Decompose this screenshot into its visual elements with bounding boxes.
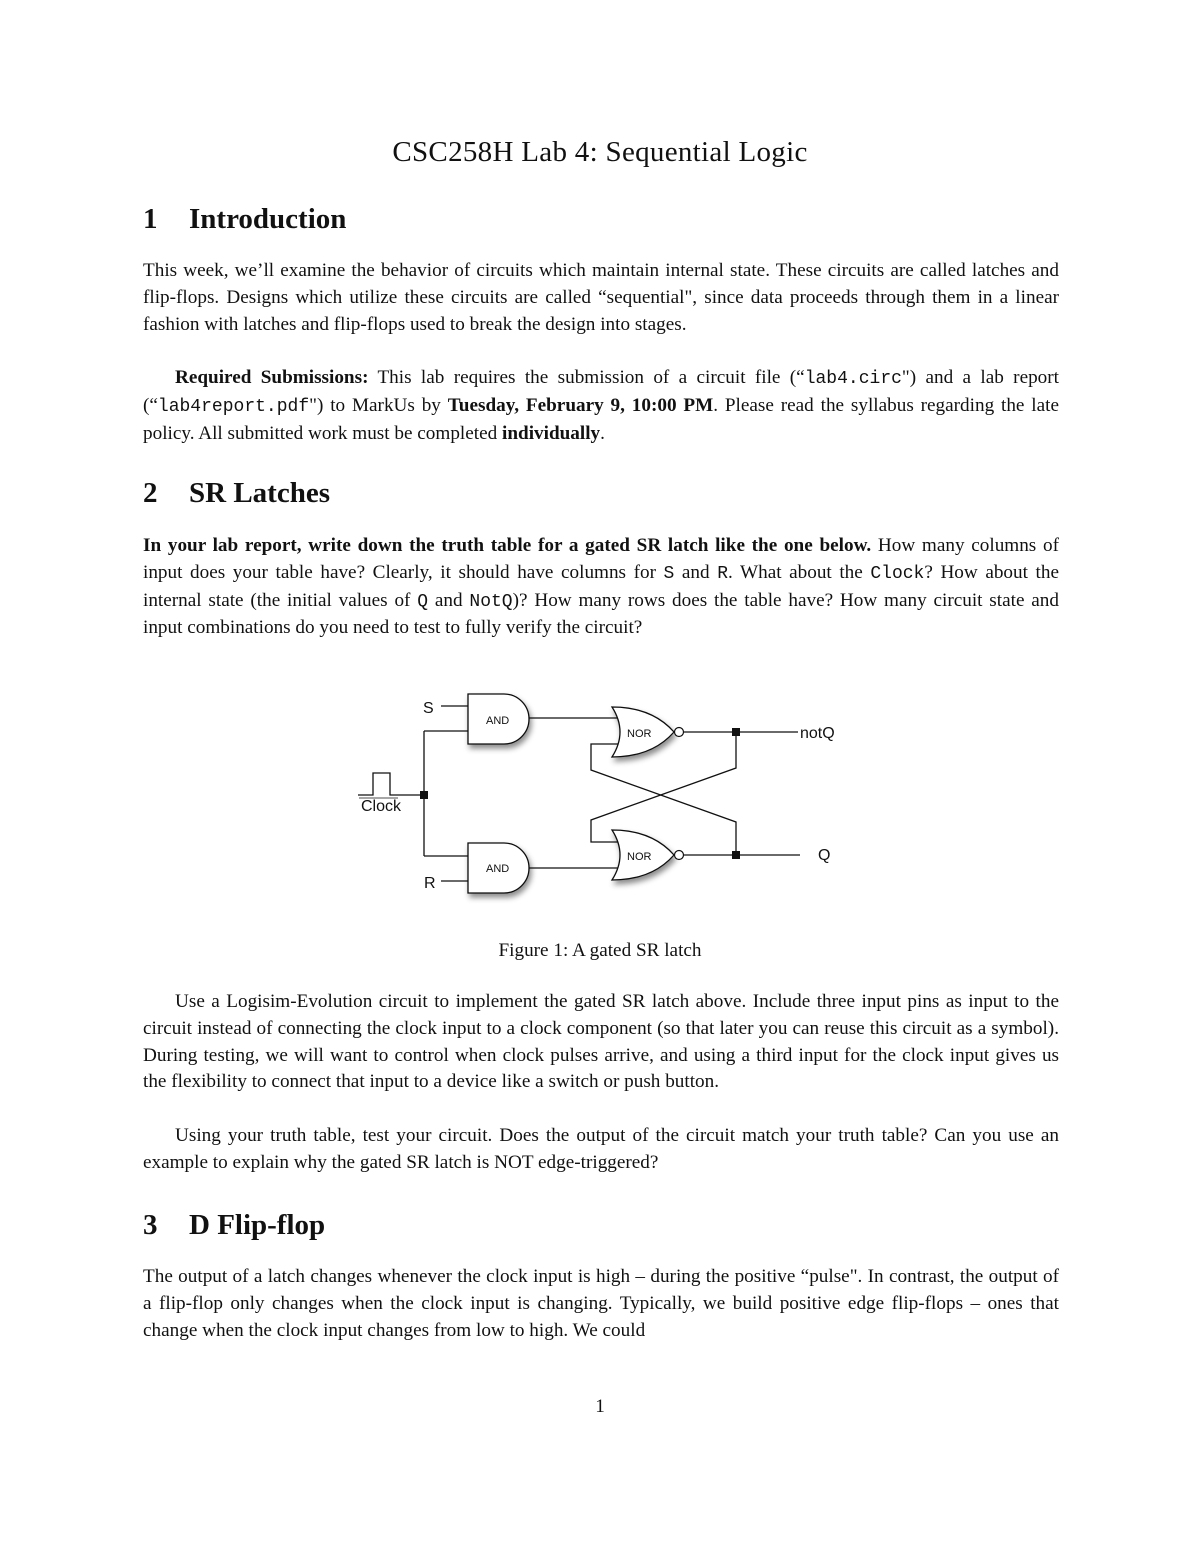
label-q: Q: [818, 847, 831, 864]
flip-flop-paragraph: The output of a latch changes whenever the clock input is high – during the positive “pulse". In contrast, the output of a flip-flop only changes when the clock input is changing. Typically, we build positive edge flip-flops – ones that change when the clock input changes from low to high. We could: [143, 1266, 1059, 1341]
text-run: . What about the: [728, 561, 871, 583]
nor-bottom-bubble: [675, 851, 684, 860]
section-heading-sr-latches: [143, 477, 330, 510]
label-s: S: [423, 700, 434, 717]
and-gate-bottom-label: AND: [486, 863, 510, 875]
testing-paragraph: Using your truth table, test your circuit. Does the output of the circuit match your truth table? Can you use an example to explain why the gated SR latch is NOT edge-triggered?: [143, 1125, 1059, 1173]
section-number: 2: [143, 477, 158, 509]
text-run: and: [428, 589, 470, 611]
text-run: ") to MarkUs by: [309, 394, 448, 416]
nor-top-bubble: [675, 728, 684, 737]
figure-caption: Figure 1: A gated SR latch: [498, 940, 702, 961]
junction-dot: [732, 728, 740, 736]
text-run: ") and a lab report (“: [143, 367, 1059, 416]
intro-paragraph: This week, we’ll examine the behavior of circuits which maintain internal state. These circuits are called latches and flip-flops. Designs which utilize these circuits are called “sequential", since data proceeds through them in a linear fashion with latches and flip-flops used to break the design into stages.: [143, 260, 1059, 335]
document-title: CSC258H Lab 4: Sequential Logic: [392, 136, 808, 168]
required-submissions-label: Required Submissions:: [175, 367, 369, 388]
logisim-paragraph: Use a Logisim-Evolution circuit to implement the gated SR latch above. Include three input pins as input to the circuit instead of connecting the clock input to a clock component (so that later you can reuse this circuit as a symbol). During testing, we will want to control when clock pulses arrive, and using a third input for the clock input gives us the flexibility to connect that input to a device like a switch or push button.: [143, 991, 1059, 1093]
lab-report-instruction: In your lab report, write down the truth table for a gated SR latch like the one below.: [143, 535, 872, 556]
nor-gate-bottom-label: NOR: [627, 851, 652, 863]
deadline: Tuesday, February 9, 10:00 PM: [447, 394, 714, 416]
sr-latch-question-paragraph: [143, 533, 1059, 642]
text-run: ? How about the internal state (the initial values of: [143, 561, 1059, 611]
signal-clock: Clock: [870, 563, 925, 584]
section-number: 1: [143, 203, 158, 235]
section-heading-introduction: [143, 203, 346, 236]
text-run: )? How many rows does the table have? How many circuit state and input combinations do you need to test to fully verify the circuit?: [143, 589, 1059, 639]
junction-dot: [420, 791, 428, 799]
section-title: D Flip-flop: [189, 1209, 326, 1241]
signal-q: Q: [417, 591, 429, 612]
signal-s: S: [663, 563, 675, 584]
nor-gate-top-label: NOR: [627, 728, 652, 740]
section-heading-d-flip-flop: [143, 1209, 325, 1242]
circuit-filename: lab4.circ: [804, 369, 902, 389]
wire-feedback-q: [591, 744, 736, 855]
gated-sr-latch-diagram: [340, 680, 860, 910]
section-title: SR Latches: [189, 477, 330, 509]
required-submissions-paragraph: [143, 365, 1059, 447]
signal-r: R: [717, 563, 728, 584]
section-number: 3: [143, 1209, 158, 1241]
label-notq: notQ: [800, 725, 835, 742]
signal-notq: NotQ: [469, 591, 513, 612]
label-r: R: [424, 875, 436, 892]
label-clock: Clock: [361, 798, 402, 815]
section-title: Introduction: [189, 203, 347, 235]
text-run: and: [674, 561, 718, 583]
clock-pulse-icon: [358, 773, 397, 795]
individually-emphasis: individually: [502, 422, 601, 444]
report-filename: lab4report.pdf: [157, 396, 310, 417]
page-number: 1: [595, 1396, 605, 1417]
wire-feedback-notq: [591, 732, 736, 842]
junction-dot: [732, 851, 740, 859]
text-run: This lab requires the submission of a circuit file (“: [368, 367, 805, 388]
text-run: .: [600, 422, 605, 444]
text-run: How many columns of input does your table have? Clearly, it should have columns for: [143, 535, 1059, 583]
and-gate-top-label: AND: [486, 715, 510, 727]
text-run: . Please read the syllabus regarding the late policy. All submitted work must be completed: [143, 394, 1059, 444]
